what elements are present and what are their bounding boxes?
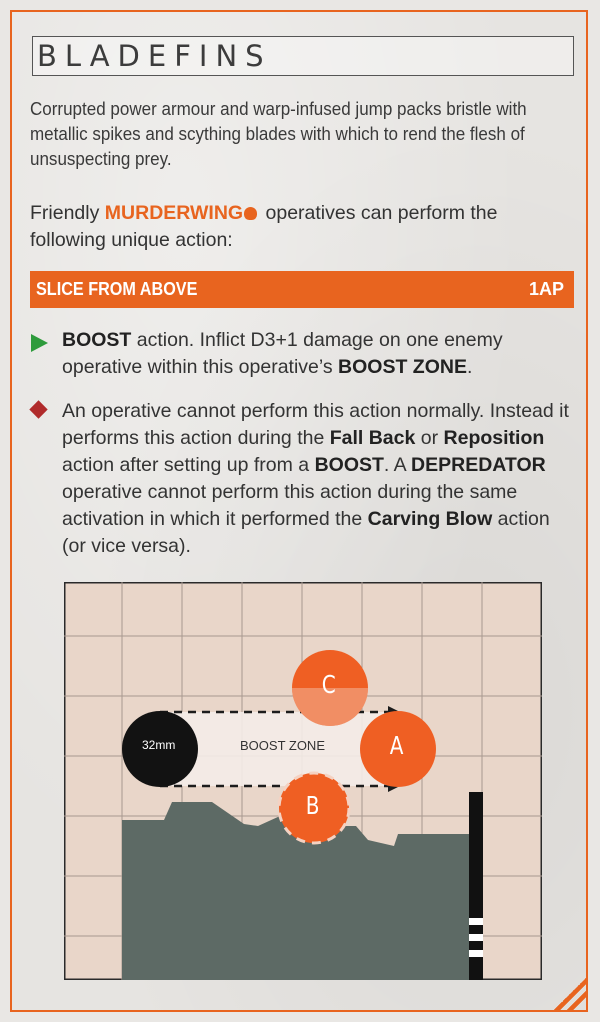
action-cost: 1AP	[528, 279, 564, 299]
token-c-label: C	[321, 670, 336, 699]
depredator-keyword: DEPREDATOR	[411, 454, 546, 476]
skull-icon	[244, 207, 257, 220]
carving-blow-keyword: Carving Blow	[367, 508, 493, 530]
corner-stripes-decoration	[546, 970, 586, 1010]
boost-zone-diagram	[64, 582, 542, 980]
ruler-stripe-1	[469, 918, 483, 925]
boost-zone-keyword: BOOST ZONE	[338, 356, 467, 378]
condition-text-5: operative cannot perform this action during the same activation in which it performed the	[62, 481, 518, 530]
effect-rule	[62, 327, 577, 381]
murderwing-keyword: MURDERWING	[104, 202, 244, 224]
action-header	[30, 271, 574, 308]
boost-zone-label: BOOST ZONE	[240, 738, 325, 753]
intro-prefix: Friendly	[30, 202, 105, 224]
action-name: SLICE FROM ABOVE	[36, 279, 198, 299]
lore-text: Corrupted power armour and warp-infused jump packs bristle with metallic spikes and scything blades with which to rend the flesh of unsuspecting prey.	[30, 98, 527, 169]
ruler-stripe-3	[469, 950, 483, 957]
token-b-label: B	[305, 791, 320, 820]
effect-text-2: .	[466, 356, 473, 378]
boost-keyword-2: BOOST	[314, 454, 384, 476]
card-title: BLADEFINS	[37, 39, 272, 73]
ruler-stripe-2	[469, 934, 483, 941]
condition-text-2: or	[415, 427, 444, 449]
condition-text-1: An operative cannot perform this action normally. Instead it performs this action during the	[62, 400, 569, 449]
condition-text-4: . A	[383, 454, 412, 476]
condition-text-3: action after setting up from a	[62, 454, 315, 476]
fall-back-keyword: Fall Back	[329, 427, 416, 449]
effect-text-1: action. Inflict D3+1 damage on one enemy operative within this operative’s	[62, 329, 503, 378]
condition-rule	[62, 398, 577, 560]
condition-text-6: action (or vice versa).	[62, 508, 550, 557]
card-title-box	[32, 36, 574, 76]
intro-suffix: operatives can perform the following unique action:	[30, 202, 498, 251]
intro-text	[30, 200, 575, 254]
diagram-svg	[64, 582, 542, 980]
token-a-label: A	[389, 731, 404, 760]
boost-keyword: BOOST	[62, 329, 132, 351]
green-triangle-icon	[31, 334, 48, 352]
reposition-keyword: Reposition	[443, 427, 545, 449]
base-size-label: 32mm	[142, 738, 176, 752]
